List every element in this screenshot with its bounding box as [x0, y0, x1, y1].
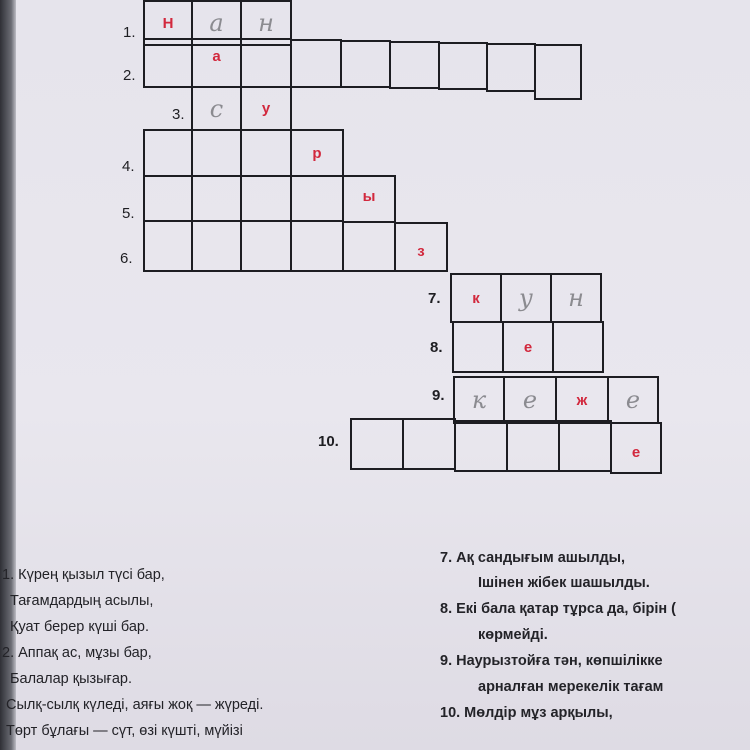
- cell-r4c2[interactable]: [191, 129, 242, 177]
- cell-r2c6[interactable]: [389, 41, 440, 89]
- cell-r6c5[interactable]: [342, 221, 396, 272]
- cell-r1c3[interactable]: н: [240, 0, 292, 46]
- cell-r4c4[interactable]: р: [290, 129, 344, 177]
- cell-r2c7[interactable]: [438, 42, 488, 90]
- cell-r2c2[interactable]: а: [191, 38, 242, 88]
- cell-r5c5[interactable]: ы: [342, 175, 396, 223]
- row-number-4: 4.: [122, 158, 135, 175]
- cell-r7c3[interactable]: н: [550, 273, 602, 323]
- row-number-1: 1.: [123, 24, 136, 41]
- row-number-6: 6.: [120, 250, 133, 267]
- clue-right-line: 10. Мөлдір мұз арқылы,: [440, 705, 613, 721]
- cell-r4c3[interactable]: [240, 129, 292, 177]
- cell-r2c8[interactable]: [486, 43, 536, 92]
- clue-right-line: 9. Наурызтойға тән, көпшілікке: [440, 653, 663, 669]
- cell-r9c1[interactable]: к: [453, 376, 505, 424]
- cell-r1c2[interactable]: а: [191, 0, 242, 46]
- cell-r2c1[interactable]: [143, 38, 193, 88]
- cell-r8c3[interactable]: [552, 321, 604, 373]
- cell-r5c1[interactable]: [143, 175, 193, 222]
- clue-right-line: арналған мерекелік тағам: [478, 679, 664, 695]
- clue-left-line: Қуат берер күші бар.: [10, 619, 149, 635]
- cell-r5c4[interactable]: [290, 175, 344, 222]
- cell-r9c3[interactable]: ж: [555, 376, 609, 424]
- cell-r2c9[interactable]: [534, 44, 582, 100]
- clue-left-line: Тағамдардың асылы,: [10, 593, 154, 609]
- cell-r10c6[interactable]: е: [610, 422, 662, 474]
- row-number-5: 5.: [122, 205, 135, 222]
- clue-left-line: 2. Аппақ ас, мұзы бар,: [2, 645, 152, 661]
- cell-r10c5[interactable]: [558, 420, 612, 472]
- row-number-2: 2.: [123, 67, 136, 84]
- clue-left-line: Сылқ-сылқ күледі, аяғы жоқ — жүреді.: [6, 697, 264, 713]
- row-number-8: 8.: [430, 339, 443, 356]
- clue-right-line: 7. Ақ сандығым ашылды,: [440, 550, 626, 566]
- cell-r9c4[interactable]: е: [607, 376, 659, 424]
- clue-right-line: Ішінен жібек шашылды.: [478, 575, 650, 591]
- cell-r5c2[interactable]: [191, 175, 242, 222]
- clue-left-line: Балалар қызығар.: [10, 671, 133, 687]
- cell-r8c2[interactable]: е: [502, 321, 554, 373]
- cell-r7c2[interactable]: у: [500, 273, 552, 323]
- cell-r10c1[interactable]: [350, 418, 404, 470]
- page-edge-shadow: [0, 0, 16, 750]
- cell-r2c3[interactable]: [240, 38, 292, 88]
- row-number-10: 10.: [318, 433, 339, 450]
- cell-r8c1[interactable]: [452, 321, 504, 373]
- cell-r2c5[interactable]: [340, 40, 391, 88]
- cell-r6c1[interactable]: [143, 220, 193, 272]
- cell-r6c2[interactable]: [191, 220, 242, 272]
- clue-left-line: Төрт бұлағы — сүт, өзі күшті, мүйізі: [6, 723, 243, 739]
- cell-r10c3[interactable]: [454, 420, 508, 472]
- cell-r2c4[interactable]: [290, 39, 342, 88]
- row-number-7: 7.: [428, 290, 441, 307]
- clue-right-line: көрмейді.: [478, 627, 548, 643]
- cell-r3c3[interactable]: у: [240, 86, 292, 131]
- cell-r3c2[interactable]: с: [191, 86, 242, 131]
- row-number-9: 9.: [432, 387, 445, 404]
- cell-r4c1[interactable]: [143, 129, 193, 177]
- cell-r7c1[interactable]: к: [450, 273, 502, 323]
- cell-r6c3[interactable]: [240, 220, 292, 272]
- cell-r1c1[interactable]: Н: [143, 0, 193, 46]
- clue-left-line: 1. Күрең қызыл түсі бар,: [2, 567, 165, 583]
- cell-r6c4[interactable]: [290, 220, 344, 272]
- cell-r6c6[interactable]: з: [394, 222, 448, 272]
- row-number-3: 3.: [172, 106, 185, 123]
- cell-r10c2[interactable]: [402, 418, 456, 470]
- clue-right-line: 8. Екі бала қатар тұрса да, бірін (: [440, 601, 676, 617]
- cell-r9c2[interactable]: е: [503, 376, 557, 424]
- cell-r10c4[interactable]: [506, 420, 560, 472]
- cell-r5c3[interactable]: [240, 175, 292, 222]
